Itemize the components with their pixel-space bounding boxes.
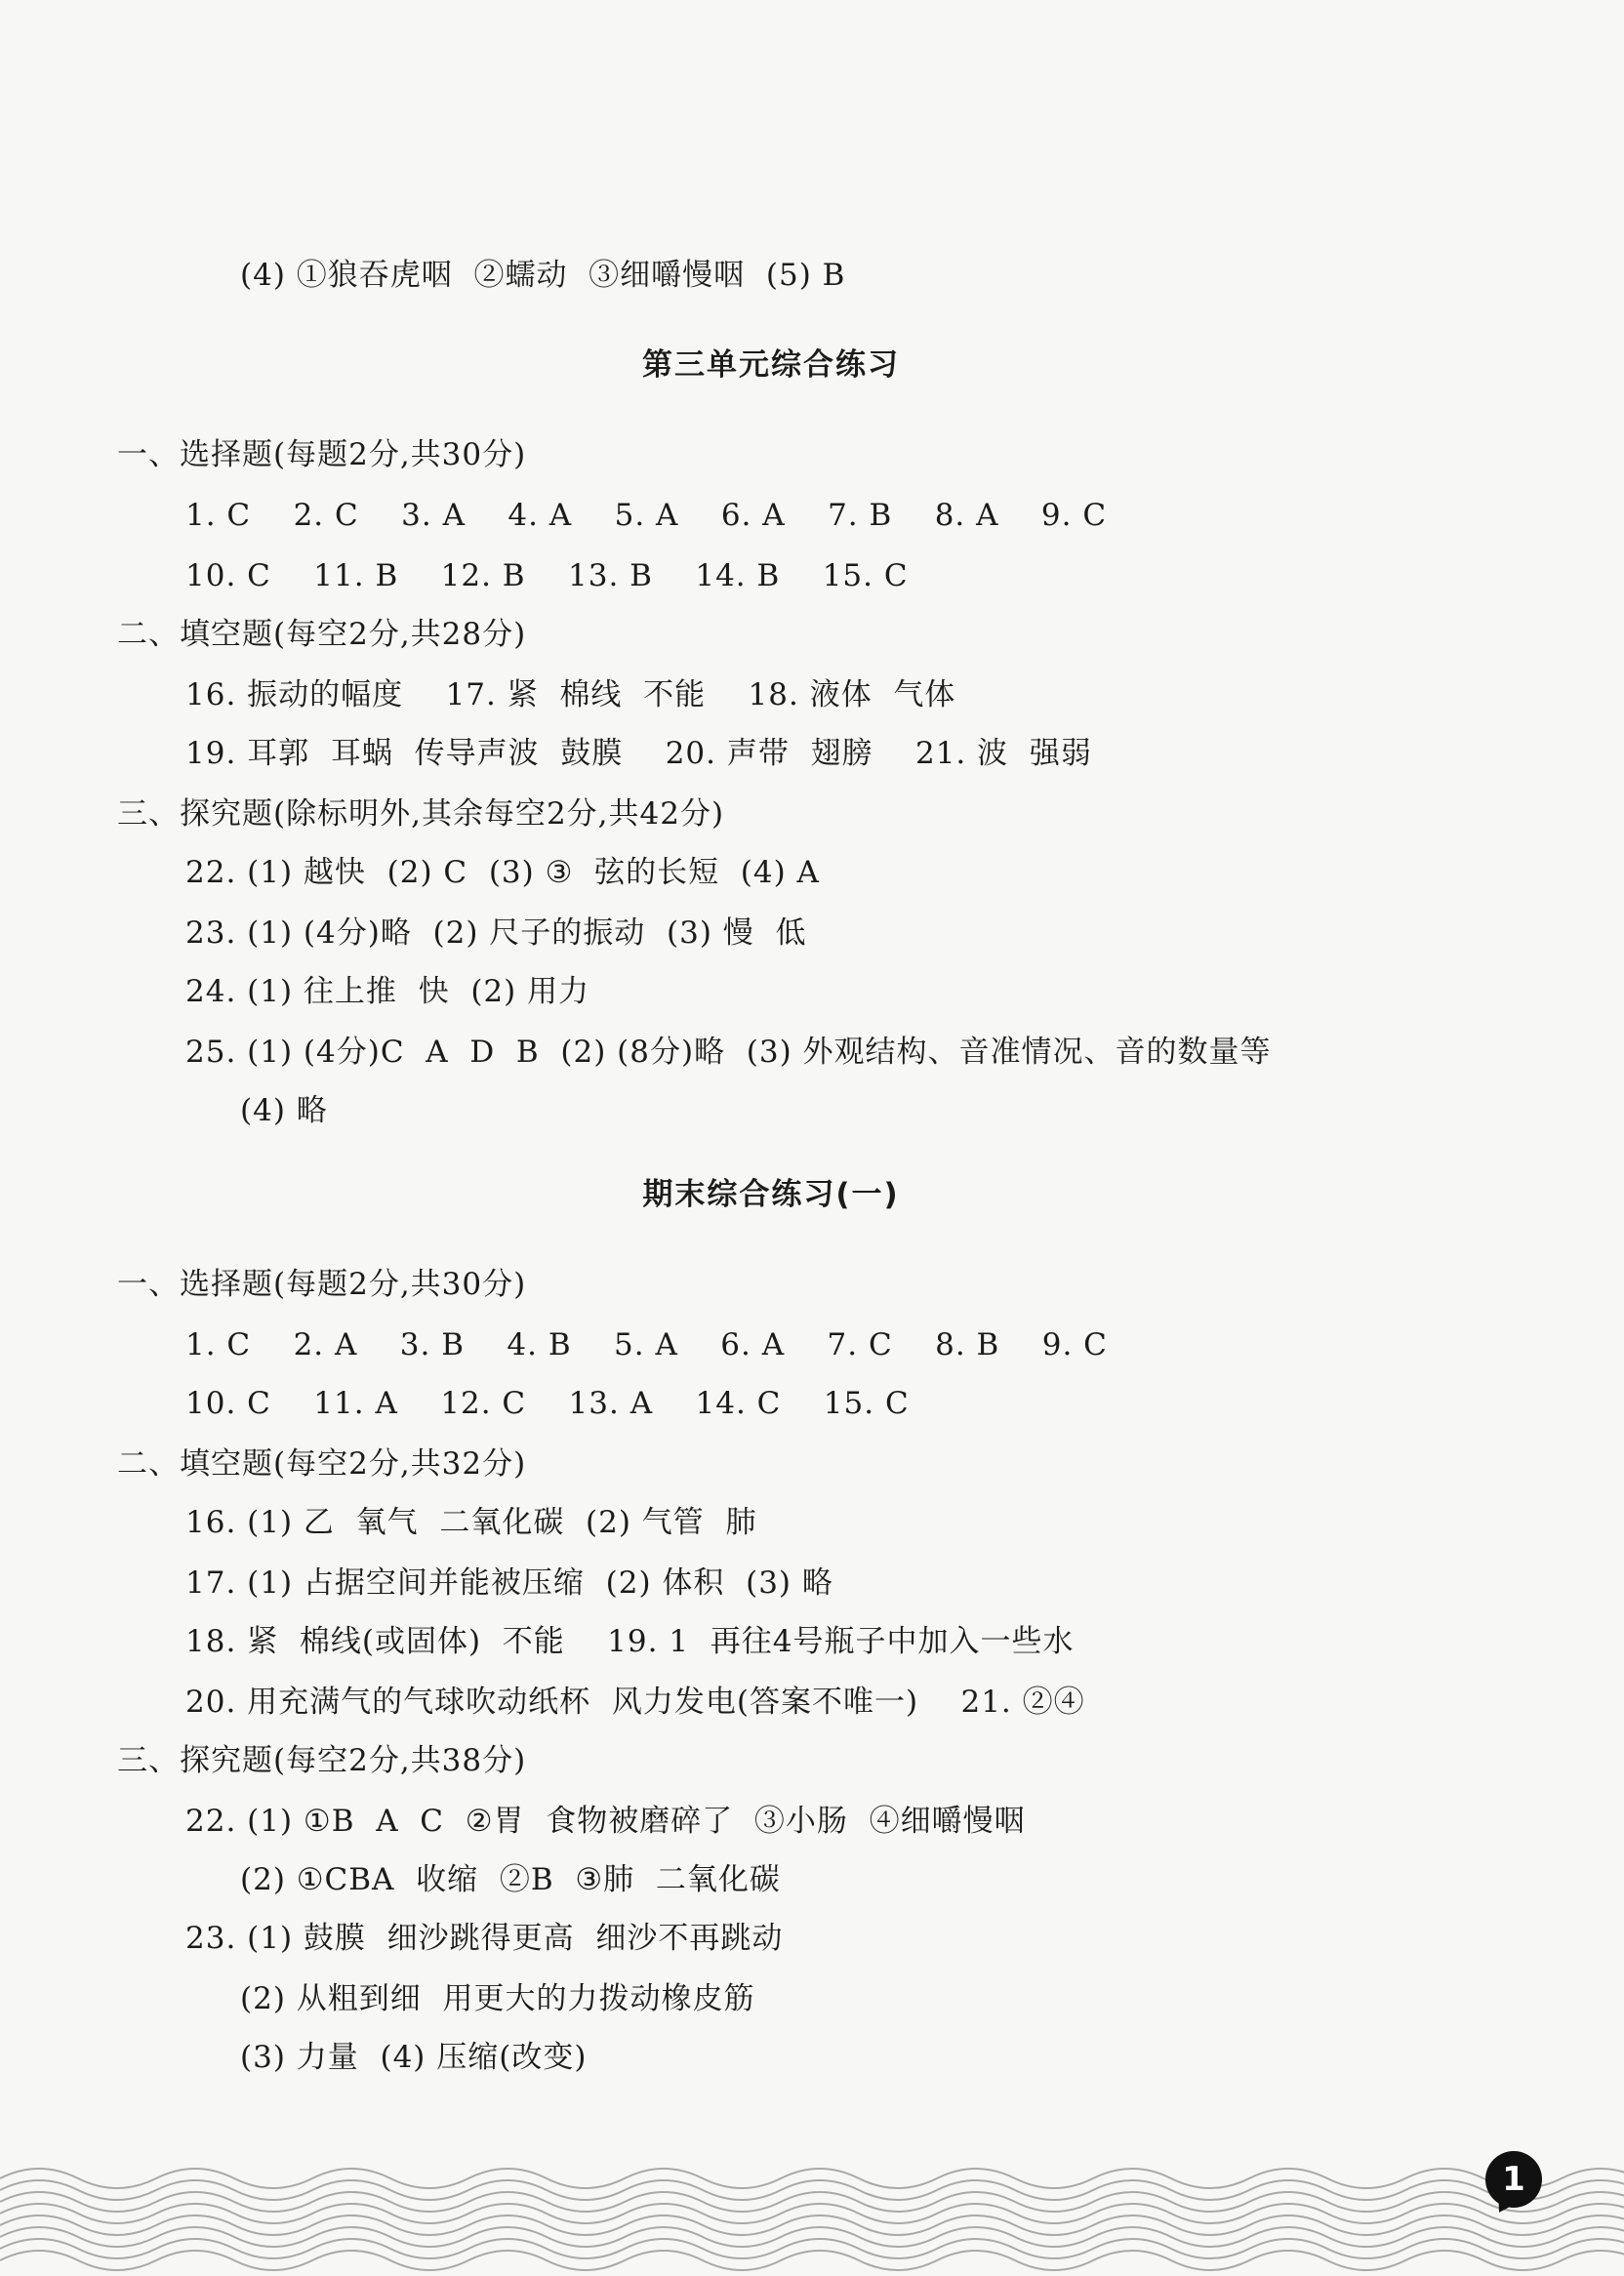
final1-explore-header: 三、探究题(每空2分,共38分) <box>117 1743 527 1778</box>
final1-fill-header: 二、填空题(每空2分,共32分) <box>117 1446 527 1482</box>
final1-q23-part3: (3) 力量 (4) 压缩(改变) <box>240 2040 588 2075</box>
final1-q17: 17. (1) 占据空间并能被压缩 (2) 体积 (3) 略 <box>185 1565 833 1601</box>
carryover-answer-line: (4) ①狼吞虎咽 ②蠕动 ③细嚼慢咽 (5) B <box>240 258 846 293</box>
footer-wave-decoration <box>0 2116 1624 2276</box>
unit3-fill-header: 二、填空题(每空2分,共28分) <box>117 617 527 652</box>
final1-q20-q21: 20. 用充满气的气球吹动纸杯 风力发电(答案不唯一) 21. ②④ <box>185 1685 1085 1720</box>
unit3-choice-row-2: 10. C 11. B 12. B 13. B 14. B 15. C <box>185 558 909 593</box>
final1-q16: 16. (1) 乙 氧气 二氧化碳 (2) 气管 肺 <box>185 1505 757 1540</box>
unit3-fill-row-1: 16. 振动的幅度 17. 紧 棉线 不能 18. 液体 气体 <box>185 677 956 712</box>
unit3-choice-row-1: 1. C 2. C 3. A 4. A 5. A 6. A 7. B 8. A 9. C <box>185 498 1108 533</box>
final1-q22-part1: 22. (1) ①B A C ②胃 食物被磨碎了 ③小肠 ④细嚼慢咽 <box>185 1804 1026 1839</box>
final1-title: 期末综合练习(一) <box>642 1177 900 1212</box>
unit3-q22: 22. (1) 越快 (2) C (3) ③ 弦的长短 (4) A <box>185 855 820 890</box>
final1-choice-header: 一、选择题(每题2分,共30分) <box>117 1267 527 1302</box>
final1-q23-part1: 23. (1) 鼓膜 细沙跳得更高 细沙不再跳动 <box>185 1921 784 1956</box>
unit3-fill-row-2: 19. 耳郭 耳蜗 传导声波 鼓膜 20. 声带 翅膀 21. 波 强弱 <box>185 736 1092 771</box>
final1-choice-row-2: 10. C 11. A 12. C 13. A 14. C 15. C <box>185 1386 910 1421</box>
unit3-title: 第三单元综合练习 <box>642 347 900 383</box>
final1-q23-part2: (2) 从粗到细 用更大的力拨动橡皮筋 <box>240 1981 755 2016</box>
final1-q22-part2: (2) ①CBA 收缩 ②B ③肺 二氧化碳 <box>240 1862 781 1897</box>
unit3-q24: 24. (1) 往上推 快 (2) 用力 <box>185 974 590 1009</box>
unit3-choice-header: 一、选择题(每题2分,共30分) <box>117 437 527 472</box>
unit3-explore-header: 三、探究题(除标明外,其余每空2分,共42分) <box>117 796 725 832</box>
unit3-q25: 25. (1) (4分)C A D B (2) (8分)略 (3) 外观结构、音准情况、音的数量等 <box>185 1035 1272 1070</box>
page-number-badge: 1 <box>1485 2151 1542 2208</box>
final1-q18-q19: 18. 紧 棉线(或固体) 不能 19. 1 再往4号瓶子中加入一些水 <box>185 1624 1075 1659</box>
final1-choice-row-1: 1. C 2. A 3. B 4. B 5. A 6. A 7. C 8. B 9. C <box>185 1327 1108 1362</box>
unit3-q25-part4: (4) 略 <box>240 1093 328 1128</box>
unit3-q23: 23. (1) (4分)略 (2) 尺子的振动 (3) 慢 低 <box>185 915 807 951</box>
